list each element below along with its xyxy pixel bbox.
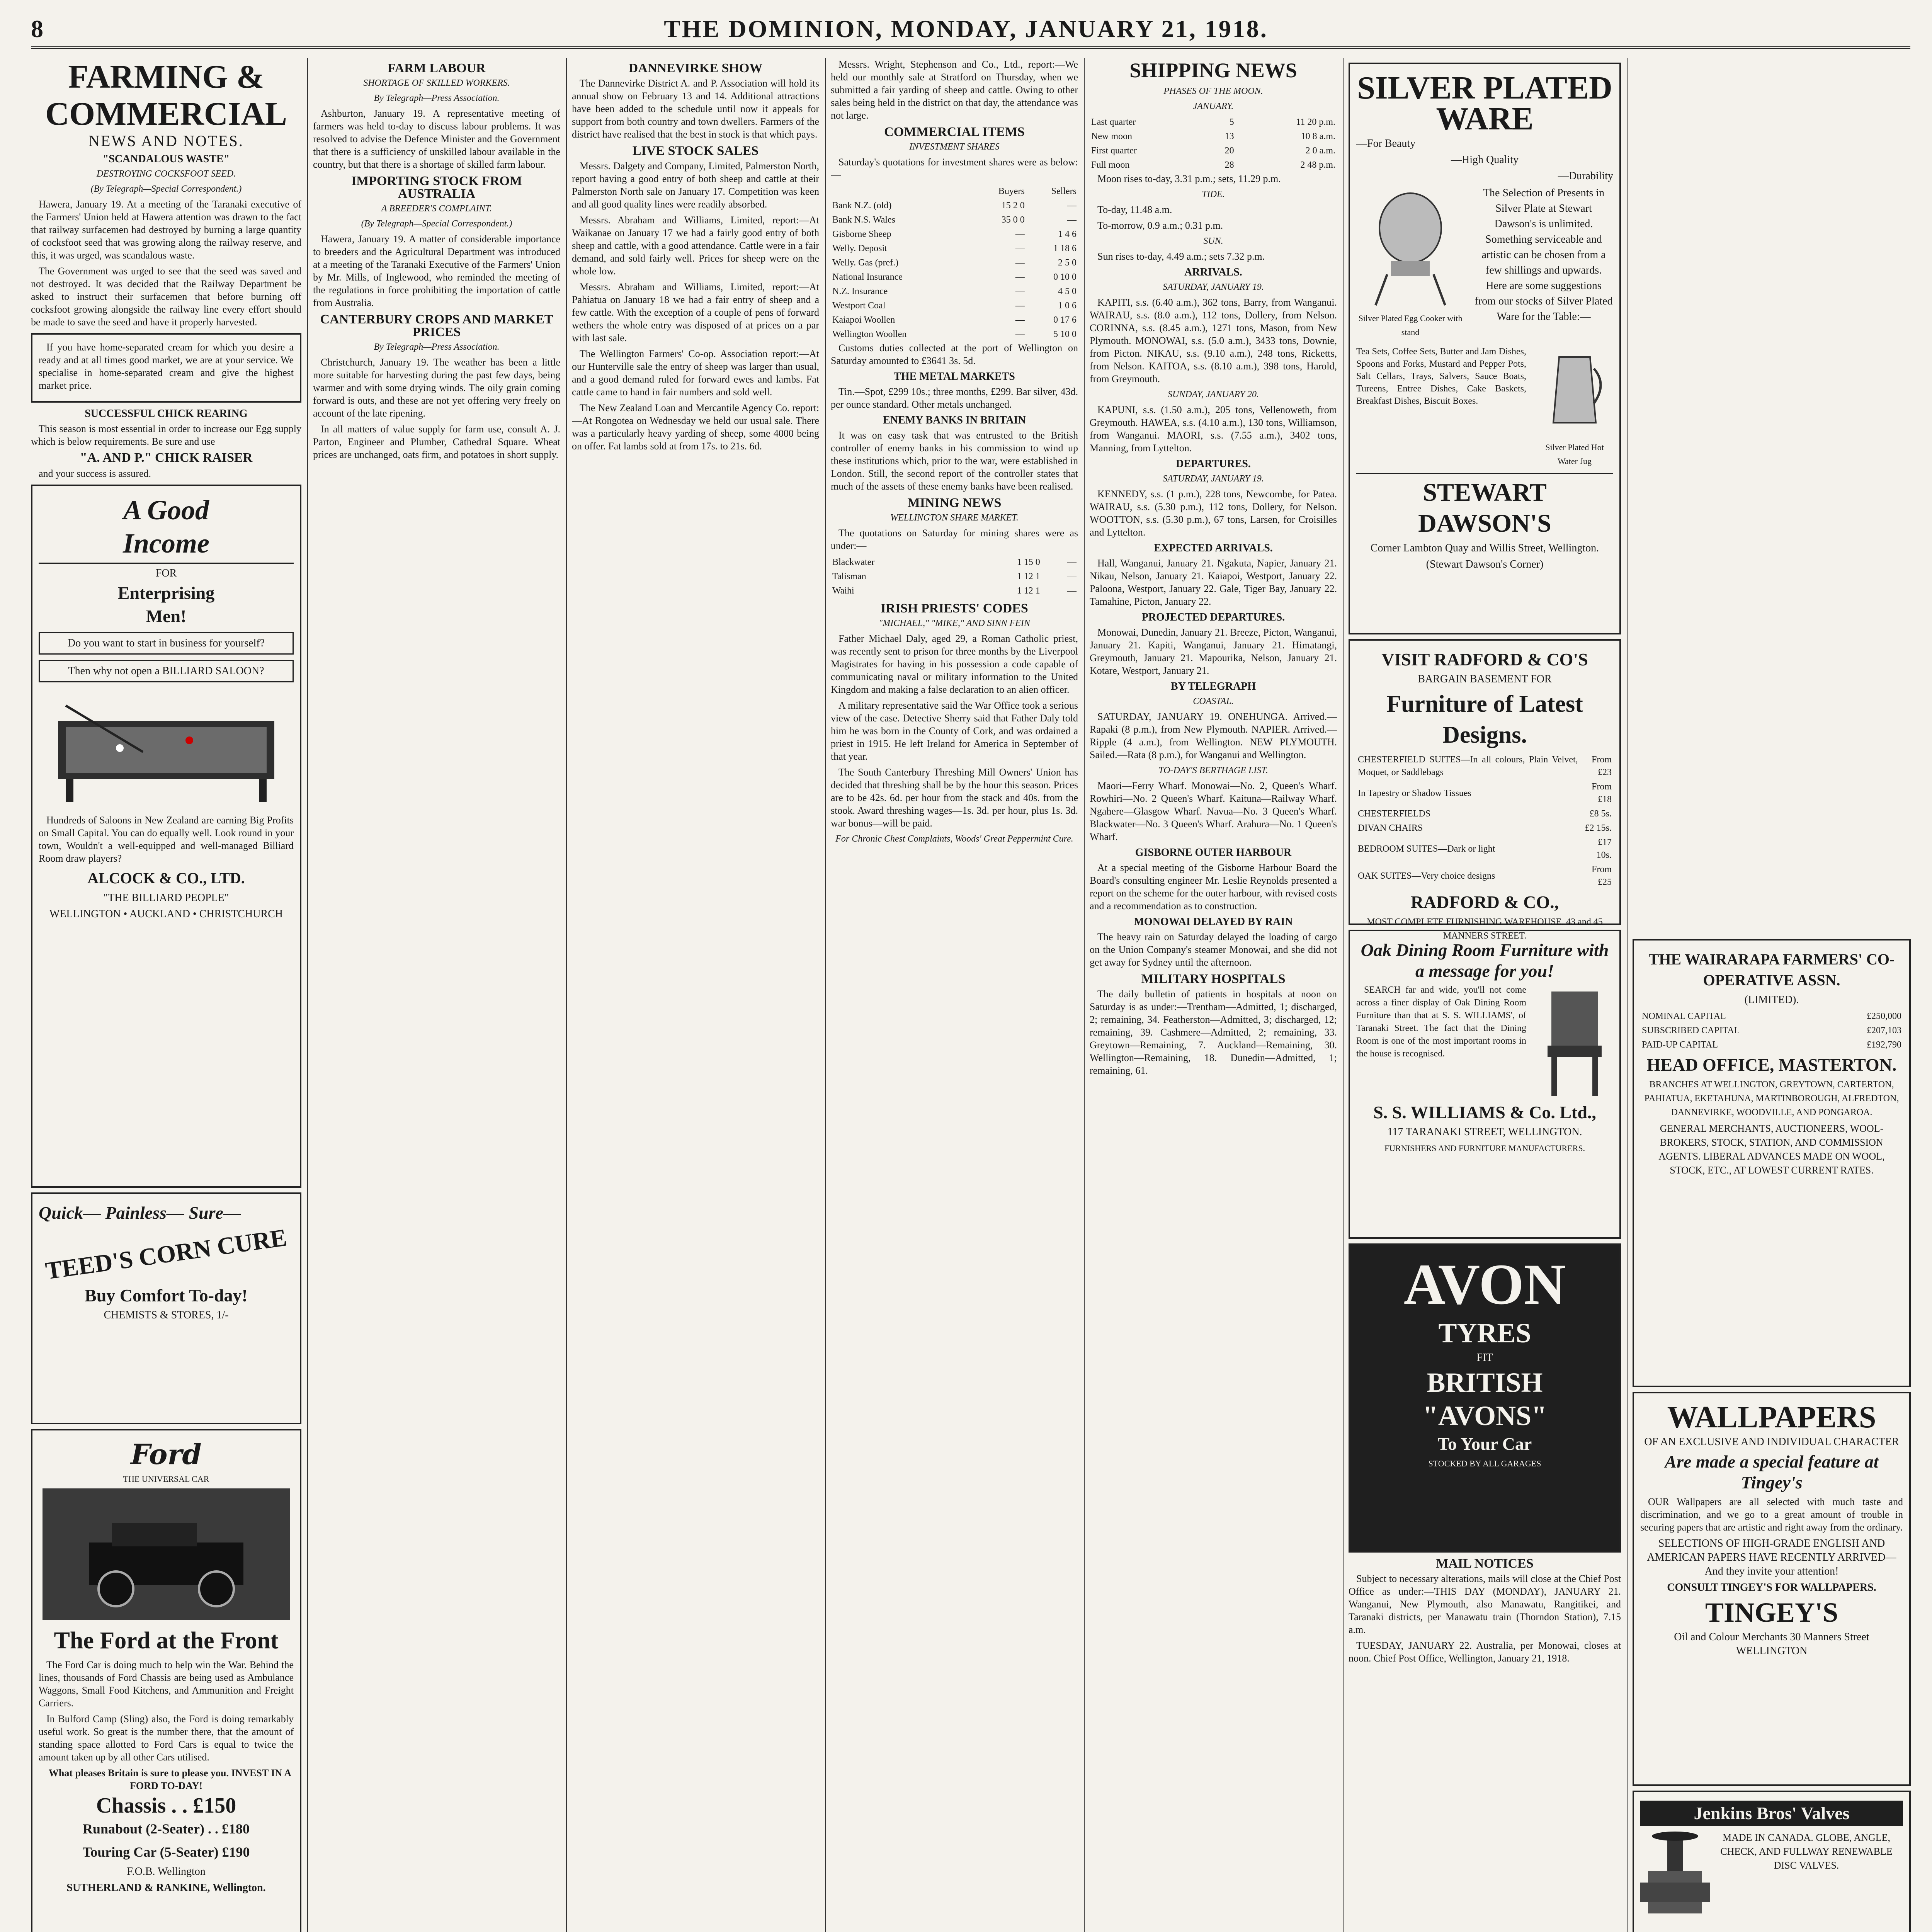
ad-headline: SILVER PLATED WARE xyxy=(1357,70,1612,137)
article-subheading: "MICHAEL," "MIKE," AND SINN FEIN xyxy=(879,618,1030,628)
ad-address: MOST COMPLETE FURNISHING WAREHOUSE. 43 and 45 MANNERS STREET. xyxy=(1367,917,1603,941)
ad-tingeys xyxy=(1633,1392,1911,1786)
table-cell: 1 4 6 xyxy=(1058,229,1077,239)
mining-table xyxy=(831,555,1078,598)
ad-brand: AVON xyxy=(1403,1252,1566,1316)
article-heading: "SCANDALOUS WASTE" xyxy=(102,153,230,165)
table-row xyxy=(831,242,1078,256)
table-row xyxy=(1090,158,1337,172)
page-number: 8 xyxy=(31,15,45,43)
table-cell: 1 0 6 xyxy=(1058,301,1077,311)
article-paragraph: SATURDAY, JANUARY 19. ONEHUNGA. Arrived.—Rapaki (8 p.m.), from New Plymouth. NAPIER. Arrived.—Ripple (4 a.m.), from Wellington. NEW PLYMOUTH. Sailed.—Rata (8 p.m.), for Wanganui and Wellington. xyxy=(1090,711,1337,760)
ad-tagline: (Stewart Dawson's Corner) xyxy=(1426,558,1544,570)
article-paragraph: It was on easy task that was entrusted to the British controller of enemy banks in his commission to wind up these institutions which, prior to the war, were established in London. Still, the second report of the controller states that much of the assets of these enemy banks have been realised. xyxy=(831,430,1078,492)
table-cell: 4 5 0 xyxy=(1058,286,1077,296)
ad-ford xyxy=(31,1429,301,1932)
article-paragraph: Hawera, January 19. At a meeting of the Taranaki executive of the Farmers' Union held at Hawera attention was drawn to the fact that railway surfacemen had destroyed by burning a large quantity of cocksfoot seed that was growing along the railway reserve, and this, it was urged, was scandalous waste. xyxy=(31,199,301,261)
masthead-title: THE DOMINION, MONDAY, JANUARY 21, 1918. xyxy=(664,15,1268,43)
table-row xyxy=(1090,129,1337,144)
table-row xyxy=(831,256,1078,270)
valve-illustration xyxy=(1640,1828,1710,1932)
article-subheading: DESTROYING COCKSFOOT SEED. xyxy=(96,169,236,179)
ad-headline: The Ford at the Front xyxy=(54,1628,279,1654)
ad-headline: "AVONS" xyxy=(1422,1400,1547,1431)
table-cell: £2 15s. xyxy=(1585,823,1612,833)
table-row xyxy=(831,584,1078,598)
table-cell: BEDROOM SUITES—Dark or light xyxy=(1358,844,1495,854)
article-paragraph: Messrs. Abraham and Williams, Limited, report:—At Waikanae on January 17 we had a fairly good entry of both sheep and cattle, with a good attendance. Cattle were in a fair demand, and sold fairly well. Prices for sheep were on the whole low. xyxy=(572,214,819,277)
article-heading: ARRIVALS. xyxy=(1184,266,1242,278)
table-cell: 2 0 a.m. xyxy=(1305,146,1335,156)
table-cell: — xyxy=(1015,272,1025,282)
column-2 xyxy=(313,58,560,1932)
table-cell: Kaiapoi Woollen xyxy=(832,315,895,325)
table-cell: Westport Coal xyxy=(832,301,886,311)
ad-headline: TYRES xyxy=(1438,1318,1531,1349)
article-heading: IRISH PRIESTS' CODES xyxy=(881,601,1028,616)
egg-cooker-illustration xyxy=(1364,185,1457,309)
ad-text: Tea Sets, Coffee Sets, Butter and Jam Dishes, Spoons and Forks, Mustard and Pepper Pots, Salt Cellars, Trays, Salvers, Sauce Boats, Tureens, Entree Dishes, Cake Baskets, Breakfast Dishes, Biscuit Boxes. xyxy=(1356,347,1526,406)
article-paragraph: Christchurch, January 19. The weather has been a little more suitable for harvesting during the past few days, being warmer and with some drying winds. The oily grain coming forward is outs, and these are not yet offering very freely on account of the late ripening. xyxy=(313,357,560,419)
article-subheading: SUNDAY, JANUARY 20. xyxy=(1167,389,1259,400)
table-row xyxy=(1090,144,1337,158)
table-cell: Welly. Gas (pref.) xyxy=(832,258,899,268)
ad-avon-tyres xyxy=(1349,1243,1621,1553)
table-cell: Full moon xyxy=(1091,160,1130,170)
ad-text: —Durability xyxy=(1558,170,1613,182)
ad-headline: Furniture of Latest Designs. xyxy=(1386,691,1583,748)
article-paragraph: In all matters of value supply for farm use, consult A. J. Parton, Engineer and Plumber, Cathedral Square. Wheat prices are unchanged, oats firm, and potatoes in short supply. xyxy=(313,423,560,460)
table-cell: Blackwater xyxy=(832,557,875,567)
article-paragraph: The New Zealand Loan and Mercantile Agency Co. report:—At Rongotea on Wednesday we held our usual sale. There was a particularly heavy yarding of sheep, some 4000 being on offer. Fat lambs sold at from 17s. to 21s. 6d. xyxy=(572,402,819,452)
table-cell: — xyxy=(1015,258,1025,268)
table-row xyxy=(831,199,1078,213)
article-heading: LIVE STOCK SALES xyxy=(632,144,759,158)
ad-jenkins-valves xyxy=(1633,1791,1911,1932)
column-4 xyxy=(831,58,1078,1932)
article-byline: (By Telegraph—Special Correspondent.) xyxy=(90,184,242,194)
table-cell: New moon xyxy=(1091,131,1132,141)
article-paragraph: Messrs. Abraham and Williams, Limited, report:—At Pahiatua on January 18 we had a fair entry of sheep and a few cattle. With the exception of a couple of pens of forward wethers the whole entry was disposed of at prices on a par with last sale. xyxy=(572,281,819,344)
article-subheading: PHASES OF THE MOON. xyxy=(1163,86,1263,96)
section-title: SHIPPING NEWS xyxy=(1129,59,1297,82)
ad-corn-cure xyxy=(31,1192,301,1424)
table-cell: Welly. Deposit xyxy=(832,243,887,253)
ad-address: 117 TARANAKI STREET, WELLINGTON. xyxy=(1387,1126,1582,1138)
table-cell: £207,103 xyxy=(1867,1026,1901,1036)
table-header: Sellers xyxy=(1051,186,1077,196)
table-row xyxy=(831,227,1078,242)
ad-brand: TINGEY'S xyxy=(1705,1597,1838,1628)
article-subheading: SATURDAY, JANUARY 19. xyxy=(1163,282,1264,292)
ad-text: SELECTIONS OF HIGH-GRADE ENGLISH AND AMERICAN PAPERS HAVE RECENTLY ARRIVED— And they invite your attention! xyxy=(1647,1537,1896,1577)
table-cell: 2 48 p.m. xyxy=(1300,160,1335,170)
table-cell: 15 2 0 xyxy=(1001,201,1025,211)
table-cell: — xyxy=(1067,215,1077,225)
article-paragraph: Tin.—Spot, £299 10s.; three months, £299. Bar silver, 43d. per ounce standard. Other metals unchanged. xyxy=(831,386,1078,410)
table-cell: 28 xyxy=(1225,160,1234,170)
ad-brand: Ford xyxy=(131,1438,202,1471)
table-row xyxy=(831,284,1078,299)
table-row xyxy=(831,555,1078,570)
table-row xyxy=(1356,753,1613,780)
ad-tagline: THE UNIVERSAL CAR xyxy=(123,1474,209,1484)
table-row xyxy=(1640,1009,1903,1024)
table-header: Buyers xyxy=(998,186,1025,196)
ad-headline: VISIT RADFORD & CO'S xyxy=(1381,650,1588,669)
table-cell: N.Z. Insurance xyxy=(832,286,888,296)
article-paragraph: At a special meeting of the Gisborne Harbour Board the Board's consulting engineer Mr. Leslie Reynolds presented a report on the scheme for the outer harbour, with revised costs and a recommendation as to construction. xyxy=(1090,862,1337,912)
article-byline: By Telegraph—Press Association. xyxy=(374,93,500,103)
article-paragraph: TUESDAY, JANUARY 22. Australia, per Monowai, closes at noon. Chief Post Office, Wellington, January 21, 1918. xyxy=(1349,1640,1621,1664)
table-cell: — xyxy=(1067,586,1077,596)
article-paragraph: Customs duties collected at the port of Wellington on Saturday amounted to £3641 3s. 5d. xyxy=(831,342,1078,366)
ad-headline: Oak Dining Room Furniture with a message for you! xyxy=(1361,940,1609,981)
article-paragraph: Messrs. Dalgety and Company, Limited, Palmerston North, report having a good entry of both sheep and cattle at their Palmerston North sale on January 17. Competition was keen and all good quality lines were readily absorbed. xyxy=(572,160,819,210)
ad-headline: HEAD OFFICE, MASTERTON. xyxy=(1646,1055,1897,1075)
ad-brand: S. S. WILLIAMS & Co. Ltd., xyxy=(1373,1102,1596,1122)
ad-text: FIT xyxy=(1476,1352,1493,1364)
ad-text: If you have home-separated cream for which you desire a ready and at all times good market, we are at your service. We specialise in home-separated cream and give the highest market price. xyxy=(39,342,294,391)
article-paragraph: To-morrow, 0.9 a.m.; 0.31 p.m. xyxy=(1097,220,1223,231)
ad-subheading: BARGAIN BASEMENT FOR xyxy=(1418,673,1552,685)
table-row xyxy=(1356,862,1613,889)
table-cell: In Tapestry or Shadow Tissues xyxy=(1358,788,1471,798)
article-paragraph: Father Michael Daly, aged 29, a Roman Catholic priest, was recently sent to prison for three months by the Liverpool Magistrates for having in his possession a code capable of communicating naval or military information to the United Kingdom and making a false declaration to an alien officer. xyxy=(831,633,1078,695)
ad-text: SEARCH far and wide, you'll not come across a finer display of Oak Dining Room Furniture than that at S. S. WILLIAMS', of Taranaki Street. The fact that the Dining Room is one of the most important rooms in the house is recognised. xyxy=(1356,985,1526,1059)
table-cell: OAK SUITES—Very choice designs xyxy=(1358,871,1495,881)
article-paragraph: Messrs. Wright, Stephenson and Co., Ltd., report:—We held our monthly sale at Stratford on Thursday, when we submitted a fair yarding of sheep and cattle. Owing to other sales being held in the district on that day, the attendance was not large. xyxy=(831,59,1078,121)
table-cell: £8 5s. xyxy=(1589,809,1612,819)
table-row xyxy=(831,313,1078,327)
table-cell: 2 5 0 xyxy=(1058,258,1077,268)
shares-table xyxy=(831,184,1078,342)
ad-headline: BRITISH xyxy=(1427,1367,1543,1398)
table-row xyxy=(1640,1024,1903,1038)
footer-ad: For Chronic Chest Complaints, Woods' Great Peppermint Cure. xyxy=(835,834,1073,844)
ad-brand: TEED'S CORN CURE xyxy=(44,1223,289,1285)
table-cell: 1 12 1 xyxy=(1017,586,1040,596)
article-subheading: A BREEDER'S COMPLAINT. xyxy=(381,204,492,214)
table-cell: First quarter xyxy=(1091,146,1137,156)
article-heading: FARM LABOUR xyxy=(388,61,486,75)
ad-text: GENERAL MERCHANTS, AUCTIONEERS, WOOL-BROKERS, STOCK, STATION, AND COMMISSION AGENTS. LIBERAL ADVANCES MADE ON WOOL, STOCK, ETC., AT LOWEST CURRENT RATES. xyxy=(1658,1123,1885,1176)
ad-billiard xyxy=(31,485,301,1188)
ad-tagline: STOCKED BY ALL GARAGES xyxy=(1428,1459,1541,1468)
article-paragraph: Maori—Ferry Wharf. Monowai—No. 2, Queen's Wharf. Rowhiri—No. 2 Queen's Wharf. Kaituna—Railway Wharf. Ngahere—Glasgow Wharf. Navua—No. 3 Queen's Wharf. Blackwater—No. 3 Queen's Wharf. Arahura—No. 1 Queen's Wharf. xyxy=(1090,780,1337,842)
table-cell: SUBSCRIBED CAPITAL xyxy=(1642,1026,1740,1036)
table-cell: Bank N.S. Wales xyxy=(832,215,895,225)
ad-price: Chassis . . £150 xyxy=(96,1794,236,1818)
ad-brand: ALCOCK & CO., LTD. xyxy=(87,869,245,887)
table-row xyxy=(1090,115,1337,129)
column-7 xyxy=(1633,58,1911,1932)
ad-text: F.O.B. Wellington xyxy=(127,1866,206,1878)
article-paragraph: Moon rises to-day, 3.31 p.m.; sets, 11.29 p.m. xyxy=(1097,173,1281,184)
article-subheading: COASTAL. xyxy=(1193,696,1234,706)
table-cell: 0 17 6 xyxy=(1053,315,1077,325)
ad-text: What pleases Britain is sure to please you. INVEST IN A FORD TO-DAY! xyxy=(48,1767,292,1791)
table-cell: £192,790 xyxy=(1867,1040,1901,1050)
product-caption: Silver Plated Egg Cooker with stand xyxy=(1358,313,1463,337)
ad-heading: SUCCESSFUL CHICK REARING xyxy=(85,408,248,420)
ad-headline: Are made a special feature at Tingey's xyxy=(1665,1452,1879,1492)
ad-text: In Bulford Camp (Sling) also, the Ford is doing remarkably useful work. So great is the number there, that the amount of standing space allotted to Ford Cars is equal to twice the amount taken up by all other Cars utilised. xyxy=(39,1713,294,1763)
article-heading: ENEMY BANKS IN BRITAIN xyxy=(883,414,1026,426)
table-cell: Bank N.Z. (old) xyxy=(832,201,892,211)
table-cell: 5 xyxy=(1229,117,1234,127)
table-row xyxy=(831,327,1078,342)
table-cell: 1 12 1 xyxy=(1017,571,1040,582)
masthead xyxy=(31,12,1910,49)
ad-headline: Jenkins Bros' Valves xyxy=(1640,1801,1903,1826)
ad-headline: Men! xyxy=(146,606,187,626)
ad-dealer: SUTHERLAND & RANKINE, Wellington. xyxy=(66,1882,266,1894)
ad-text: Hundreds of Saloons in New Zealand are earning Big Profits on Small Capital. You can do equally well. Look round in your town, Wouldn't a well-equipped and well-managed Billiard Room draw players? xyxy=(39,815,294,864)
table-cell: £17 10s. xyxy=(1596,837,1612,860)
article-paragraph: Hawera, January 19. A matter of considerable importance to breeders and the Agricultural Department was introduced at a meeting of the Taranaki Executive of the Farmers' Union by Mr. Mills, of Inglewood, who reminded the meeting of the regulations in force prohibiting the importation of cattle from Australia. xyxy=(313,233,560,308)
ford-car-illustration xyxy=(39,1488,294,1620)
billiard-table-illustration xyxy=(43,690,290,806)
article-paragraph: KAPITI, s.s. (6.40 a.m.), 362 tons, Barry, from Wanganui. WAIRAU, s.s. (8.0 a.m.), 112 tons, Dollery, from Nelson. CORINNA, s.s. (8.45 a.m.), 1271 tons, Mason, from New Plymouth. MONOWAI, s.s. (5.0 a.m.), 3433 tons, Downie, from Picton. NIKAU, s.s. (9.10 a.m.), 248 tons, Ricketts, from Nelson. KAITOA, s.s. (8.10 a.m.), 398 tons, Harold, from Greymouth. xyxy=(1090,297,1337,384)
article-paragraph: KENNEDY, s.s. (1 p.m.), 228 tons, Newcombe, for Patea. WAIRAU, s.s. (5.30 p.m.), 112 tons, Dollery, for Nelson. WOOTTON, s.s. (5.30 p.m.), 67 tons, Larsen, for Croisilles and Lyttelton. xyxy=(1090,488,1337,538)
ad-headline: A Good xyxy=(123,495,209,526)
article-paragraph: The heavy rain on Saturday delayed the loading of cargo on the Union Company's steamer Monowai, and she did not get away for Sydney until the afternoon. xyxy=(1090,931,1337,968)
table-cell: £250,000 xyxy=(1867,1011,1901,1021)
ad-cream xyxy=(31,333,301,403)
article-heading: MAIL NOTICES xyxy=(1436,1556,1534,1571)
article-paragraph: KAPUNI, s.s. (1.50 a.m.), 205 tons, Vellenoweth, from Greymouth. HAWEA, s.s. (4.10 a.m.), 130 tons, Williamson, from Wanganui. MAORI, s.s. (7.55 a.m.), 3402 tons, Manning, from Lyttelton. xyxy=(1090,404,1337,454)
table-row xyxy=(1356,821,1613,835)
table-cell: — xyxy=(1015,243,1025,253)
article-paragraph: Monowai, Dunedin, January 21. Breeze, Picton, Wanganui, January 21. Kapiti, Wanganui, January 21. Himatangi, Greymouth, January 21. Mapourika, Nelson, January 21. Kotare, Westport, January 21. xyxy=(1090,627,1337,676)
article-heading: GISBORNE OUTER HARBOUR xyxy=(1135,847,1292,859)
article-byline: (By Telegraph—Special Correspondent.) xyxy=(361,219,512,229)
ad-text: and your success is assured. xyxy=(39,468,151,479)
column-5 xyxy=(1090,58,1337,1932)
ad-price: Runabout (2-Seater) . . £180 xyxy=(83,1821,250,1837)
ad-text: The Selection of Presents in Silver Plate at Stewart Dawson's is unlimited. Something serviceable and artistic can be chosen from a few shillings and upwards. Here are some suggestions from our stocks of Silver Plated Ware for the Table:— xyxy=(1475,187,1613,323)
article-paragraph: The Government was urged to see that the seed was saved and not destroyed. It was decided that the Railway Department be asked to instruct their surfacemen that before burning off cocksfoot growing alongside the railway line every effort should be made to save the seed and have it properly harvested. xyxy=(31,265,301,328)
table-cell: From £25 xyxy=(1591,864,1612,887)
table-cell: 1 15 0 xyxy=(1017,557,1040,567)
ad-williams xyxy=(1349,930,1621,1239)
ad-text: MADE IN CANADA. GLOBE, ANGLE, CHECK, AND FULLWAY RENEWABLE DISC VALVES. xyxy=(1720,1832,1893,1871)
article-paragraph: Ashburton, January 19. A representative meeting of farmers was held to-day to discuss labour problems. It was resolved to advise the Defence Minister and the Government that there is a sufficiency of unskilled labour available in the country, but that there is a shortage of skilled farm labour. xyxy=(313,108,560,170)
table-row xyxy=(831,570,1078,584)
ad-headline: To Your Car xyxy=(1437,1434,1532,1454)
ad-price: Touring Car (5-Seater) £190 xyxy=(82,1844,250,1860)
table-cell: CHESTERFIELD SUITES—In all colours, Plain Velvet, Moquet, or Saddlebags xyxy=(1358,755,1578,777)
table-cell: Gisborne Sheep xyxy=(832,229,891,239)
ad-text: CONSULT TINGEY'S FOR WALLPAPERS. xyxy=(1667,1582,1876,1594)
article-paragraph: The Wellington Farmers' Co-op. Association report:—At our Hunterville sale the entry of sheep was larger than usual, and a good demand ruled for forward ewes and lambs. Fat cattle came to hand in fair numbers and sold well. xyxy=(572,348,819,398)
ad-address: WELLINGTON • AUCKLAND • CHRISTCHURCH xyxy=(49,908,283,920)
article-paragraph: The daily bulletin of patients in hospitals at noon on Saturday is as under:—Trentham—Admitted, 1; discharged, 2; remaining, 34. Featherston—Admitted, 3; discharged, 12; remaining, 39. Cashmere—Admitted, 2; remaining, 33. Greytown—Remaining, 7. Auckland—Remaining, 30. Wellington—Remaining, 18. Dunedin—Admitted, 1; remaining, 61. xyxy=(1090,988,1337,1076)
capital-table xyxy=(1640,1009,1903,1052)
ad-text: CHEMISTS & STORES, 1/- xyxy=(104,1309,229,1321)
article-paragraph: To-day, 11.48 a.m. xyxy=(1097,204,1172,215)
article-paragraph: The Dannevirke District A. and P. Association will hold its annual show on February 13 and 14. Additional attractions have been added to the schedule until now it appeals for support from both country and town dwellers. Farmers of the district have realised that the best in stock is that which pays. xyxy=(572,78,819,140)
ad-silver-plate xyxy=(1349,63,1621,634)
article-heading: MONOWAI DELAYED BY RAIN xyxy=(1134,916,1293,928)
article-paragraph: Sun rises to-day, 4.49 a.m.; sets 7.32 p.m. xyxy=(1097,251,1265,262)
ad-text: BRANCHES AT WELLINGTON, GREYTOWN, CARTERTON, PAHIATUA, EKETAHUNA, MARTINBOROUGH, ALFREDTON, DANNEVIRKE, WOODVILLE, AND PONGAROA. xyxy=(1644,1080,1899,1117)
price-list xyxy=(1356,753,1613,889)
article-paragraph: Hall, Wanganui, January 21. Ngakuta, Napier, January 21. Nikau, Nelson, January 21. Kaiapoi, Westport, January 22. Paloona, Westport, January 22. Gale, Tiger Bay, January 22. Tamahine, Picton, January 22. xyxy=(1090,558,1337,607)
table-row xyxy=(1356,835,1613,862)
product-caption: Silver Plated Hot Water Jug xyxy=(1545,442,1604,466)
article-heading: DEPARTURES. xyxy=(1176,458,1251,470)
ad-text: —For Beauty xyxy=(1356,138,1416,150)
article-subheading: JANUARY. xyxy=(1193,101,1234,111)
article-heading: THE METAL MARKETS xyxy=(894,371,1015,383)
article-paragraph: Subject to necessary alterations, mails will close at the Chief Post Office as under:—THIS DAY (MONDAY), JANUARY 21. Wanganui, New Plymouth, also Manawatu, Rangitikei, and Taranaki districts, per Manawatu train (Thorndon Station), 7.15 a.m. xyxy=(1349,1573,1621,1635)
table-row xyxy=(1356,807,1613,821)
article-subheading: SUN. xyxy=(1203,236,1223,246)
dining-chair-illustration xyxy=(1536,984,1613,1100)
table-cell: 1 18 6 xyxy=(1053,243,1077,253)
article-heading: BY TELEGRAPH xyxy=(1170,680,1256,692)
table-row xyxy=(1640,1038,1903,1052)
ad-text: This season is most essential in order to increase our Egg supply which is below requirements. Be sure and use xyxy=(31,423,301,447)
ad-brand: "A. AND P." CHICK RAISER xyxy=(80,451,253,465)
table-cell: 11 20 p.m. xyxy=(1296,117,1335,127)
ad-text: FOR xyxy=(155,567,177,579)
table-cell: — xyxy=(1067,571,1077,582)
column-3 xyxy=(572,58,819,1932)
article-heading: EXPECTED ARRIVALS. xyxy=(1154,542,1273,554)
table-cell: — xyxy=(1015,329,1025,339)
ad-subheading: OF AN EXCLUSIVE AND INDIVIDUAL CHARACTER xyxy=(1644,1436,1899,1448)
ad-tagline: "THE BILLIARD PEOPLE" xyxy=(103,892,229,904)
section-title: FARMING & COMMERCIAL xyxy=(45,58,287,132)
ad-text: Then why not open a BILLIARD SALOON? xyxy=(39,660,294,682)
ad-radford xyxy=(1349,639,1621,941)
ad-text: Do you want to start in business for yourself? xyxy=(39,632,294,655)
table-cell: — xyxy=(1067,557,1077,567)
table-cell: PAID-UP CAPITAL xyxy=(1642,1040,1718,1050)
table-row xyxy=(831,213,1078,227)
ad-text: OUR Wallpapers are all selected with much taste and discrimination, and we go to a great amount of trouble in securing papers that are artistic and right away from the ordinary. xyxy=(1640,1496,1903,1533)
table-cell: — xyxy=(1015,286,1025,296)
water-jug-illustration xyxy=(1540,345,1609,438)
table-cell: Waihi xyxy=(832,586,854,596)
ad-wairarapa-farmers xyxy=(1633,939,1911,1387)
table-cell: DIVAN CHAIRS xyxy=(1358,823,1423,833)
article-subheading: WELLINGTON SHARE MARKET. xyxy=(890,513,1019,523)
table-cell: — xyxy=(1015,229,1025,239)
article-heading: DANNEVIRKE SHOW xyxy=(628,61,763,75)
table-cell: 0 10 0 xyxy=(1053,272,1077,282)
table-cell: — xyxy=(1067,201,1077,211)
ad-headline: THE WAIRARAPA FARMERS' CO-OPERATIVE ASSN. xyxy=(1648,951,1895,989)
article-subheading: TO-DAY'S BERTHAGE LIST. xyxy=(1158,765,1268,776)
article-subheading: SATURDAY, JANUARY 19. xyxy=(1163,474,1264,484)
table-cell: National Insurance xyxy=(832,272,903,282)
table-cell: Wellington Woollen xyxy=(832,329,907,339)
article-subheading: INVESTMENT SHARES xyxy=(909,142,1000,152)
table-row xyxy=(831,299,1078,313)
table-cell: — xyxy=(1015,315,1025,325)
article-paragraph: The quotations on Saturday for mining shares were as under:— xyxy=(831,527,1078,551)
article-heading: IMPORTING STOCK FROM AUSTRALIA xyxy=(351,174,522,201)
ad-brand: RADFORD & CO., xyxy=(1410,892,1559,912)
table-cell: 20 xyxy=(1225,146,1234,156)
ad-address: Corner Lambton Quay and Willis Street, Wellington. xyxy=(1370,542,1599,554)
ad-tagline: FURNISHERS AND FURNITURE MANUFACTURERS. xyxy=(1384,1143,1585,1153)
article-subheading: SHORTAGE OF SKILLED WORKERS. xyxy=(363,78,510,88)
article-heading: PROJECTED DEPARTURES. xyxy=(1141,611,1285,623)
section-subtitle: NEWS AND NOTES. xyxy=(88,132,244,150)
table-cell: 10 8 a.m. xyxy=(1301,131,1335,141)
article-heading: CANTERBURY CROPS AND MARKET PRICES xyxy=(320,312,553,339)
table-cell: From £23 xyxy=(1591,755,1612,777)
article-paragraph: Saturday's quotations for investment shares were as below:— xyxy=(831,156,1078,180)
moon-table xyxy=(1090,115,1337,172)
column-6 xyxy=(1349,58,1621,1932)
table-cell: CHESTERFIELDS xyxy=(1358,809,1431,819)
table-cell: 35 0 0 xyxy=(1001,215,1025,225)
ad-brand: STEWART DAWSON'S xyxy=(1356,473,1613,539)
table-cell: From £18 xyxy=(1591,782,1612,804)
article-byline: By Telegraph—Press Association. xyxy=(374,342,500,352)
table-cell: 13 xyxy=(1225,131,1234,141)
ad-address: Oil and Colour Merchants 30 Manners Street WELLINGTON xyxy=(1674,1631,1869,1657)
article-heading: MILITARY HOSPITALS xyxy=(1141,972,1286,986)
table-cell: Last quarter xyxy=(1091,117,1136,127)
ad-text: (LIMITED). xyxy=(1744,994,1799,1006)
table-header-row xyxy=(831,184,1078,199)
article-heading: COMMERCIAL ITEMS xyxy=(884,125,1025,139)
table-row xyxy=(831,270,1078,284)
table-cell: Talisman xyxy=(832,571,866,582)
ad-text: —High Quality xyxy=(1451,154,1519,166)
article-paragraph: A military representative said the War Office took a serious view of the case. Detective Sherry said that Father Daly told him he was born in the County of Cork, and was ordained a priest in 1915. He left Ireland for America in September of that year. xyxy=(831,700,1078,762)
table-row xyxy=(1356,780,1613,807)
ad-headline: Income xyxy=(39,528,294,564)
ad-headline: Enterprising xyxy=(117,583,215,603)
ad-text: The Ford Car is doing much to help win the War. Behind the lines, thousands of Ford Chassis are being used as Ambulance Waggons, Small Food Kitchens, and Ammunition and Freight Carriers. xyxy=(39,1659,294,1709)
column-1 xyxy=(31,58,301,1932)
ad-headline: Buy Comfort To-day! xyxy=(85,1286,248,1305)
article-paragraph: The South Canterbury Threshing Mill Owners' Union has decided that threshing shall be by the hour this season. Prices are to be 42s. 6d. per hour from the stack and 40s. from the stook. Award threshing wages—1s. 3d. per hour, plus 1s. 3d. war bonus—will be paid. xyxy=(831,767,1078,829)
table-cell: — xyxy=(1015,301,1025,311)
table-cell: NOMINAL CAPITAL xyxy=(1642,1011,1726,1021)
article-heading: MINING NEWS xyxy=(907,496,1002,510)
article-subheading: TIDE. xyxy=(1202,189,1225,199)
ad-headline: WALLPAPERS xyxy=(1667,1400,1876,1434)
ad-headline: Quick— Painless— Sure— xyxy=(39,1203,241,1223)
table-cell: 5 10 0 xyxy=(1053,329,1077,339)
